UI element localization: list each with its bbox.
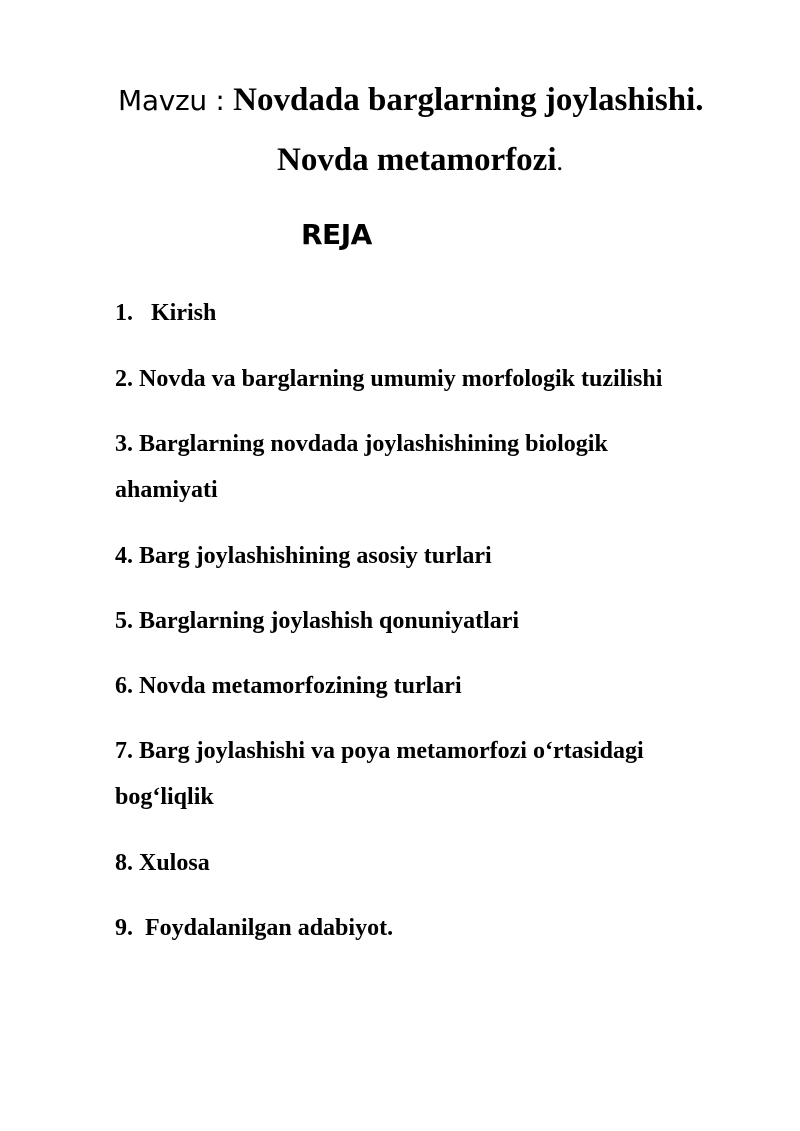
title-line-2-dot: . (556, 147, 564, 176)
title-prefix: Mavzu : (118, 84, 234, 117)
plan-item-3: 3. Barglarning novdada joylashishining biologik ahamiyati (115, 431, 614, 503)
plan-item-4: 4. Barg joylashishining asosiy turlari (115, 543, 492, 569)
plan-item-1: 1. Kirish (115, 300, 217, 326)
plan-item-5: 5. Barglarning joylashish qonuniyatlari (115, 608, 520, 634)
title-line-1 (118, 78, 704, 123)
plan-item-2: 2. Novda va barglarning umumiy morfologik tuzilishi (115, 366, 663, 392)
plan-heading: REJA (301, 218, 372, 251)
plan-item-9: 9. Foydalanilgan adabiyot. (115, 915, 394, 941)
plan-item-7: 7. Barg joylashishi va poya metamorfozi o‘rtasidagi bog‘liqlik (115, 738, 650, 810)
plan-item-6: 6. Novda metamorfozining turlari (115, 673, 462, 699)
title-line-2-text: Novda metamorfozi (277, 142, 557, 178)
title-line-2 (277, 138, 563, 184)
title-main: Novdada barglarning joylashishi. (233, 82, 704, 118)
plan-item-8: 8. Xulosa (115, 850, 210, 876)
